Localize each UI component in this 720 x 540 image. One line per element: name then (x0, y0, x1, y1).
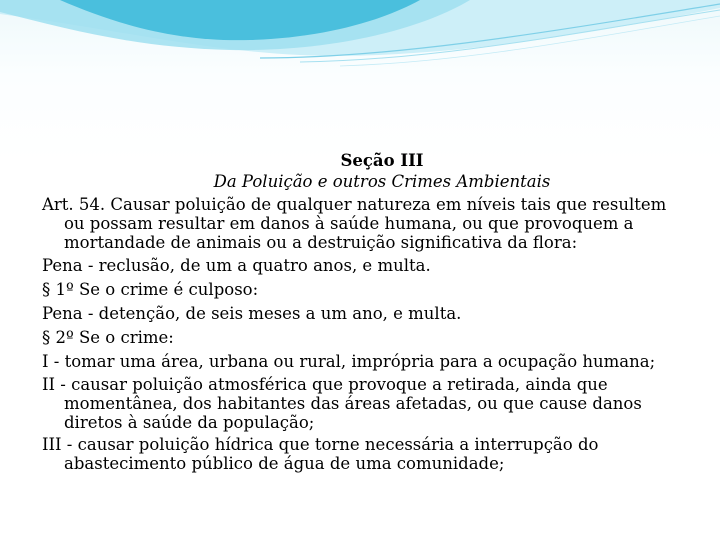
slide-content (42, 150, 682, 473)
article-54-text: Art. 54. Causar poluição de qualquer natureza em níveis tais que resultem ou possam resultar em danos à saúde humana, ou que provoquem a mortandade de animais ou a destruição significativa da flora: (42, 195, 667, 252)
section-subtitle: Da Poluição e outros Crimes Ambientais (213, 172, 551, 191)
paragraph-1-text: § 1º Se o crime é culposo: (42, 280, 259, 299)
item-ii-text: II - causar poluição atmosférica que provoque a retirada, ainda que momentânea, dos habitantes das áreas afetadas, ou que cause danos diretos à saúde da população; (42, 375, 642, 432)
penalty-detention-text: Pena - detenção, de seis meses a um ano, e multa. (42, 304, 462, 323)
wave-decoration (0, 0, 720, 130)
penalty-reclusion-text: Pena - reclusão, de um a quatro anos, e multa. (42, 256, 431, 275)
item-i-text: I - tomar uma área, urbana ou rural, imprópria para a ocupação humana; (42, 352, 656, 371)
item-iii-text: III - causar poluição hídrica que torne necessária a interrupção do abastecimento público de água de uma comunidade; (42, 435, 599, 473)
paragraph-2-text: § 2º Se o crime: (42, 328, 174, 347)
section-title: Seção III (340, 151, 424, 170)
